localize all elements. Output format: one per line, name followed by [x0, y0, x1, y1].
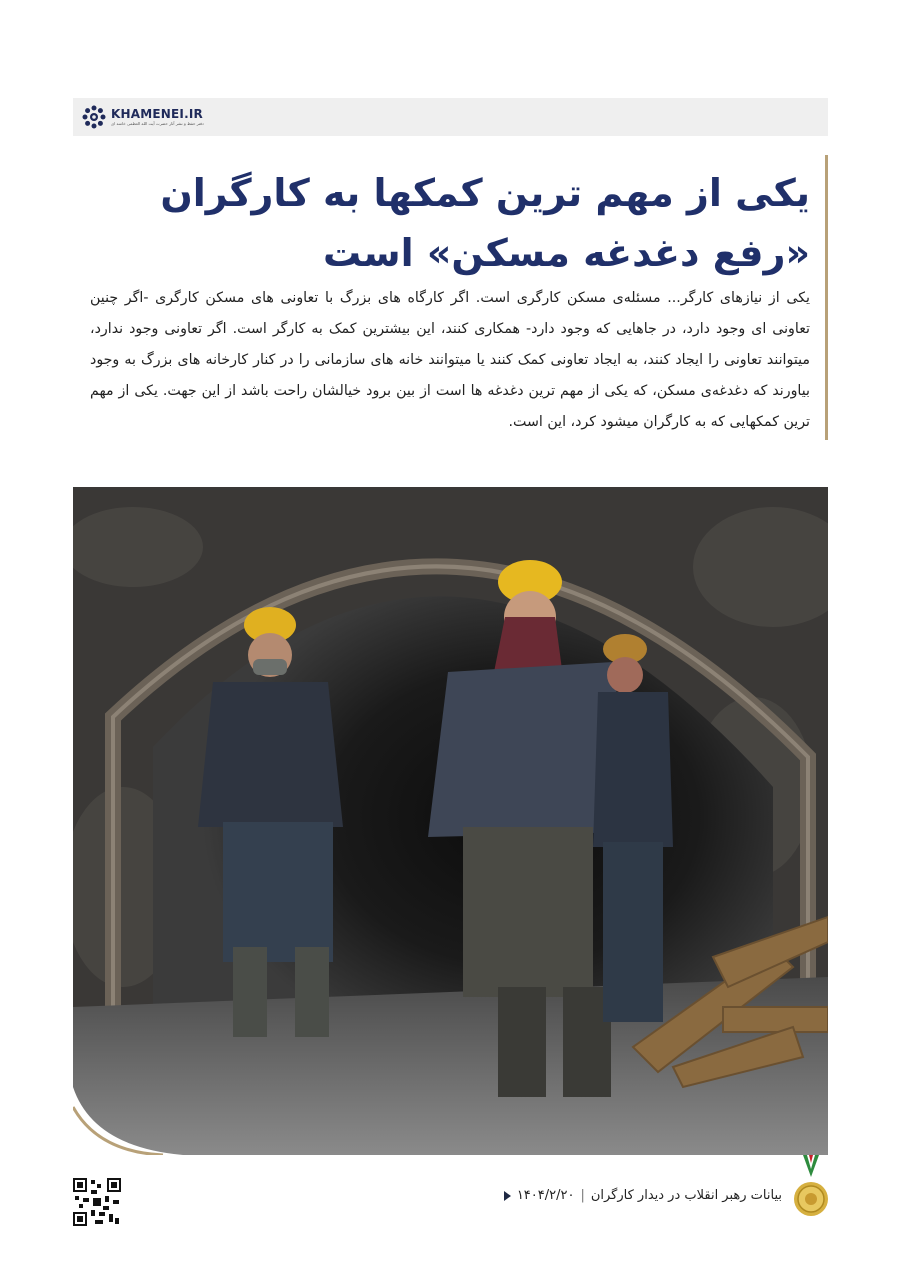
- medal-icon: [791, 1155, 831, 1227]
- article: [73, 155, 828, 440]
- title-line-2: «رفع دغدغه مسکن» است: [322, 231, 810, 275]
- site-subtitle: دفتر حفظ و نشر آثار حضرت آیت الله العظمی خامنه ای: [111, 120, 204, 126]
- arrow-icon: [504, 1191, 511, 1201]
- logo-emblem-icon: [81, 104, 107, 130]
- miner-right: [593, 634, 673, 1022]
- miners-photo: [73, 487, 828, 1155]
- site-logo[interactable]: [81, 104, 204, 130]
- source-label: بیانات رهبر انقلاب در دیدار کارگران: [590, 1188, 782, 1203]
- footer-separator: |: [580, 1188, 585, 1203]
- article-title: [110, 163, 810, 283]
- qr-code[interactable]: [73, 1178, 121, 1226]
- accent-line: [825, 155, 828, 440]
- footer-info: [504, 1188, 782, 1203]
- article-body: یکی از نیازهای کارگر... مسئله‌ی مسکن کارگری است. اگر کارگاه های بزرگ با تعاونی های مسکن کارگری -اگر چنین تعاونی ای وجود دارد، در جاهایی که وجود دارد- همکاری کنند، این بیشترین کمک به کارگر است. اگر تعاونی وجود ندارد، میتوانند تعاونی را ایجاد کنند، به ایجاد تعاونی کمک کنند یا میتوانند خانه های سازمانی را در کنار کارخانه های بزرگ به وجود بیاورند که دغدغه‌ی مسکن، که یکی از مهم ترین دغدغه ها است از بین برود خیالشان راحت باشد از این جهت. یکی از مهم ترین کمکهایی که به کارگران میشود کرد، این است.: [90, 290, 810, 430]
- date-label: ۱۴۰۴/۲/۲۰: [516, 1188, 575, 1203]
- header-bar: [73, 98, 828, 136]
- site-name: KHAMENEI.IR: [111, 106, 203, 121]
- title-line-1: یکی از مهم ترین کمکها به کارگران: [160, 171, 810, 215]
- miners-illustration: [73, 487, 828, 1155]
